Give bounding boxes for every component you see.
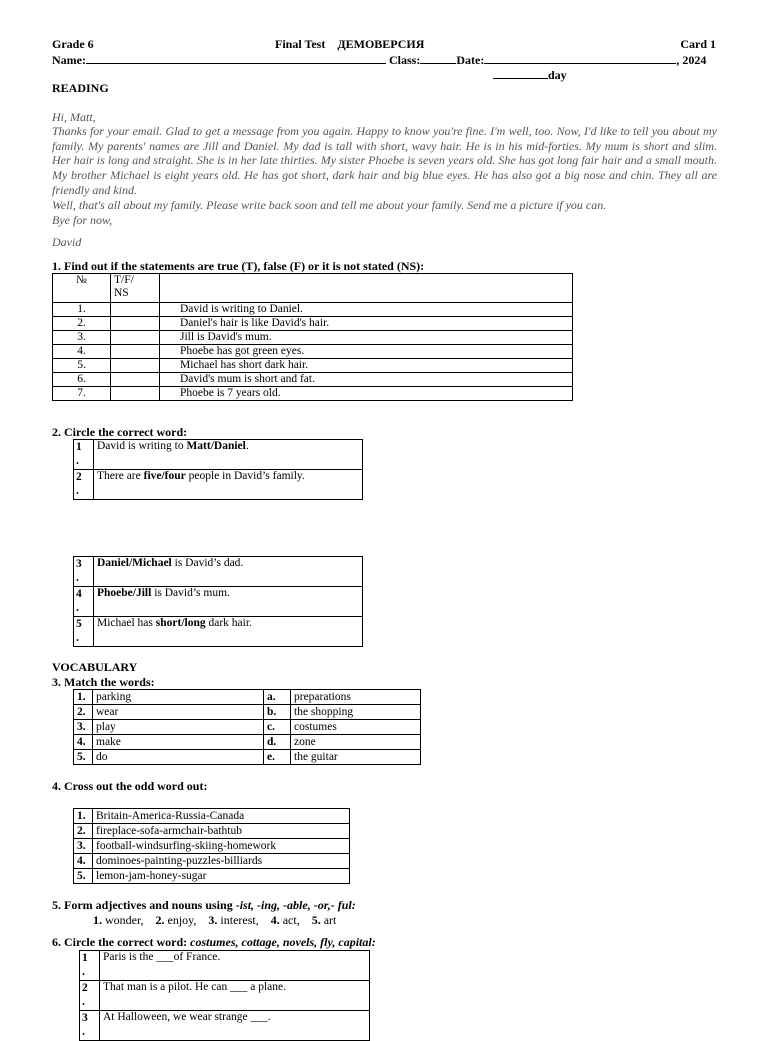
statement-text: Daniel's hair is like David's hair. [160, 317, 573, 331]
test-title [275, 37, 424, 52]
letter-body: Thanks for your email. Glad to get a message from you again. Happy to know you're fine. I'm well, too. Now, I'd like to tell you about my family. My parents' names are Jill and Daniel. My dad is tall with short, wavy hair. He is in his mid-forties. My mum is short and slim. Her hair is long and straight. She is in her late thirties. My sister Phoebe is seven years old. She has got long fair hair and a small mouth. My brother Michael is eight years old. He has got short, dark hair and big blue eyes. He has also got a big nose and chin. They all are friendly and kind. [52, 124, 717, 197]
row-number: 5 . [74, 617, 94, 647]
statement-text: Phoebe has got green eyes. [160, 345, 573, 359]
task6-table [79, 950, 370, 1041]
answer-cell[interactable] [111, 303, 160, 317]
table-row [74, 854, 350, 869]
row-number: 1 . [80, 951, 100, 981]
task3-table [73, 689, 421, 765]
word-choice[interactable]: Phoebe/Jill [97, 587, 152, 599]
row-number: 7. [53, 387, 111, 401]
table-row [74, 735, 421, 750]
col-tf-header [111, 274, 160, 303]
row-number: 5. [74, 869, 93, 884]
table-row [53, 303, 573, 317]
word-chain[interactable]: lemon-jam-honey-sugar [93, 869, 350, 884]
task5-word: art [323, 913, 337, 927]
answer-cell[interactable] [111, 359, 160, 373]
letter-bye: Bye for now, [52, 213, 113, 227]
table-row [74, 720, 421, 735]
task1-table [52, 273, 573, 401]
table-row [80, 951, 370, 981]
option-sentence[interactable]: Phoebe/Jill is David’s mum. [94, 587, 363, 617]
right-word[interactable]: the shopping [291, 705, 421, 720]
task3-title: 3. Match the words: [52, 675, 155, 689]
day-line [493, 67, 567, 83]
vocabulary-heading: VOCABULARY [52, 660, 138, 674]
table-row [74, 557, 363, 587]
left-word[interactable]: parking [93, 690, 264, 705]
col-tf-header-line1: T/F/ [114, 274, 134, 286]
statement-text: David is writing to Daniel. [160, 303, 573, 317]
table-row [74, 617, 363, 647]
letter-signature: David [52, 235, 82, 249]
day-field[interactable] [493, 67, 548, 79]
answer-cell[interactable] [111, 345, 160, 359]
row-number: 4 . [74, 587, 94, 617]
task4-title: 4. Cross out the odd word out: [52, 779, 208, 793]
row-number: 2. [74, 824, 93, 839]
word-choice[interactable]: Daniel/Michael [97, 557, 172, 569]
table-row [80, 1011, 370, 1041]
task5-word-list: 1. wonder, 2. enjoy, 3. interest, 4. act, 5. art [93, 913, 337, 927]
right-word[interactable]: the guitar [291, 750, 421, 765]
left-word[interactable]: make [93, 735, 264, 750]
row-number: 3. [74, 839, 93, 854]
statement-text: Jill is David's mum. [160, 331, 573, 345]
left-number: 1. [74, 690, 93, 705]
table-row [74, 824, 350, 839]
row-number: 3. [53, 331, 111, 345]
row-number: 4. [74, 854, 93, 869]
word-chain[interactable]: Britain-America-Russia-Canada [93, 809, 350, 824]
date-field[interactable] [484, 52, 676, 64]
gap-sentence[interactable]: At Halloween, we wear strange ___. [100, 1011, 370, 1041]
table-row [80, 981, 370, 1011]
year-label: , 2024 [676, 53, 707, 67]
right-letter: b. [264, 705, 291, 720]
letter-closing: Well, that's all about my family. Please write back soon and tell me about your family. Send me a picture if you can. [52, 198, 607, 212]
final-test-label: Final Test [275, 37, 326, 51]
option-sentence[interactable]: There are five/four people in David’s family. [94, 470, 363, 500]
table-row [74, 470, 363, 500]
table-row [74, 869, 350, 884]
task5-suffixes: -ist, -ing, -able, -or,- ful: [235, 898, 356, 912]
right-word[interactable]: preparations [291, 690, 421, 705]
statement-text: Phoebe is 7 years old. [160, 387, 573, 401]
word-chain[interactable]: dominoes-painting-puzzles-billiards [93, 854, 350, 869]
answer-cell[interactable] [111, 331, 160, 345]
word-chain[interactable]: fireplace-sofa-armchair-bathtub [93, 824, 350, 839]
row-number: 4. [53, 345, 111, 359]
card-label: Card 1 [680, 37, 716, 51]
left-word[interactable]: do [93, 750, 264, 765]
reading-heading: READING [52, 81, 109, 95]
letter-greeting: Hi, Matt, [52, 110, 96, 124]
right-letter: c. [264, 720, 291, 735]
task5-word: wonder, [105, 913, 144, 927]
left-number: 5. [74, 750, 93, 765]
word-choice[interactable]: Matt/Daniel [186, 440, 246, 452]
right-letter: d. [264, 735, 291, 750]
gap-sentence[interactable]: Paris is the ___of France. [100, 951, 370, 981]
table-header-row [53, 274, 573, 303]
name-field[interactable] [86, 52, 386, 64]
table-row [74, 440, 363, 470]
task2-table-b [73, 556, 363, 647]
gap-sentence[interactable]: That man is a pilot. He can ___ a plane. [100, 981, 370, 1011]
left-number: 3. [74, 720, 93, 735]
right-letter: a. [264, 690, 291, 705]
task5-word: act, [282, 913, 300, 927]
task1-title: 1. Find out if the statements are true (T), false (F) or it is not stated (NS): [52, 259, 425, 273]
row-number: 1. [74, 809, 93, 824]
row-number: 6. [53, 373, 111, 387]
statement-text: David's mum is short and fat. [160, 373, 573, 387]
col-number-header: № [53, 274, 111, 303]
table-row [53, 387, 573, 401]
answer-cell[interactable] [111, 387, 160, 401]
statement-text: Michael has short dark hair. [160, 359, 573, 373]
answer-cell[interactable] [111, 373, 160, 387]
task5-word: enjoy, [167, 913, 197, 927]
row-number: 2. [53, 317, 111, 331]
answer-cell[interactable] [111, 317, 160, 331]
word-choice[interactable]: short/long [155, 617, 206, 629]
name-label: Name: [52, 53, 86, 67]
left-number: 2. [74, 705, 93, 720]
grade-label: Grade 6 [52, 37, 94, 51]
row-number: 1. [53, 303, 111, 317]
table-row [74, 809, 350, 824]
row-number: 3 . [80, 1011, 100, 1041]
class-label: Class: [388, 53, 421, 67]
right-word[interactable]: costumes [291, 720, 421, 735]
col-statement-header [160, 274, 573, 303]
table-row [74, 750, 421, 765]
table-row [53, 331, 573, 345]
task5-word: interest, [220, 913, 259, 927]
day-label: day [548, 68, 567, 82]
row-number: 3 . [74, 557, 94, 587]
left-word[interactable]: wear [93, 705, 264, 720]
word-chain[interactable]: football-windsurfing-skiing-homework [93, 839, 350, 854]
student-info-line [52, 52, 706, 68]
table-row [74, 587, 363, 617]
left-number: 4. [74, 735, 93, 750]
class-field[interactable] [420, 52, 456, 64]
table-row [74, 690, 421, 705]
row-number: 1 . [74, 440, 94, 470]
demo-label: ДЕМОВЕРСИЯ [337, 37, 425, 51]
task6-word-bank: costumes, cottage, novels, fly, capital: [190, 935, 376, 949]
task4-table [73, 808, 350, 884]
table-row [74, 705, 421, 720]
task2-title: 2. Circle the correct word: [52, 425, 188, 439]
row-number: 2 . [74, 470, 94, 500]
table-row [53, 317, 573, 331]
table-row [53, 373, 573, 387]
row-number: 2 . [80, 981, 100, 1011]
date-label: Date: [456, 53, 485, 67]
left-word[interactable]: play [93, 720, 264, 735]
option-sentence[interactable]: Michael has short/long dark hair. [94, 617, 363, 647]
task2-table-a [73, 439, 363, 500]
right-word[interactable]: zone [291, 735, 421, 750]
right-letter: e. [264, 750, 291, 765]
table-row [53, 345, 573, 359]
task6-title: 6. Circle the correct word: costumes, cottage, novels, fly, capital: [52, 935, 376, 949]
table-row [74, 839, 350, 854]
word-choice[interactable]: five/four [143, 470, 186, 482]
option-sentence[interactable]: David is writing to Matt/Daniel. [94, 440, 363, 470]
option-sentence[interactable]: Daniel/Michael is David’s dad. [94, 557, 363, 587]
task5-title: 5. Form adjectives and nouns using -ist, -ing, -able, -or,- ful: [52, 898, 356, 912]
table-row [53, 359, 573, 373]
col-tf-header-line2: NS [114, 287, 129, 299]
row-number: 5. [53, 359, 111, 373]
